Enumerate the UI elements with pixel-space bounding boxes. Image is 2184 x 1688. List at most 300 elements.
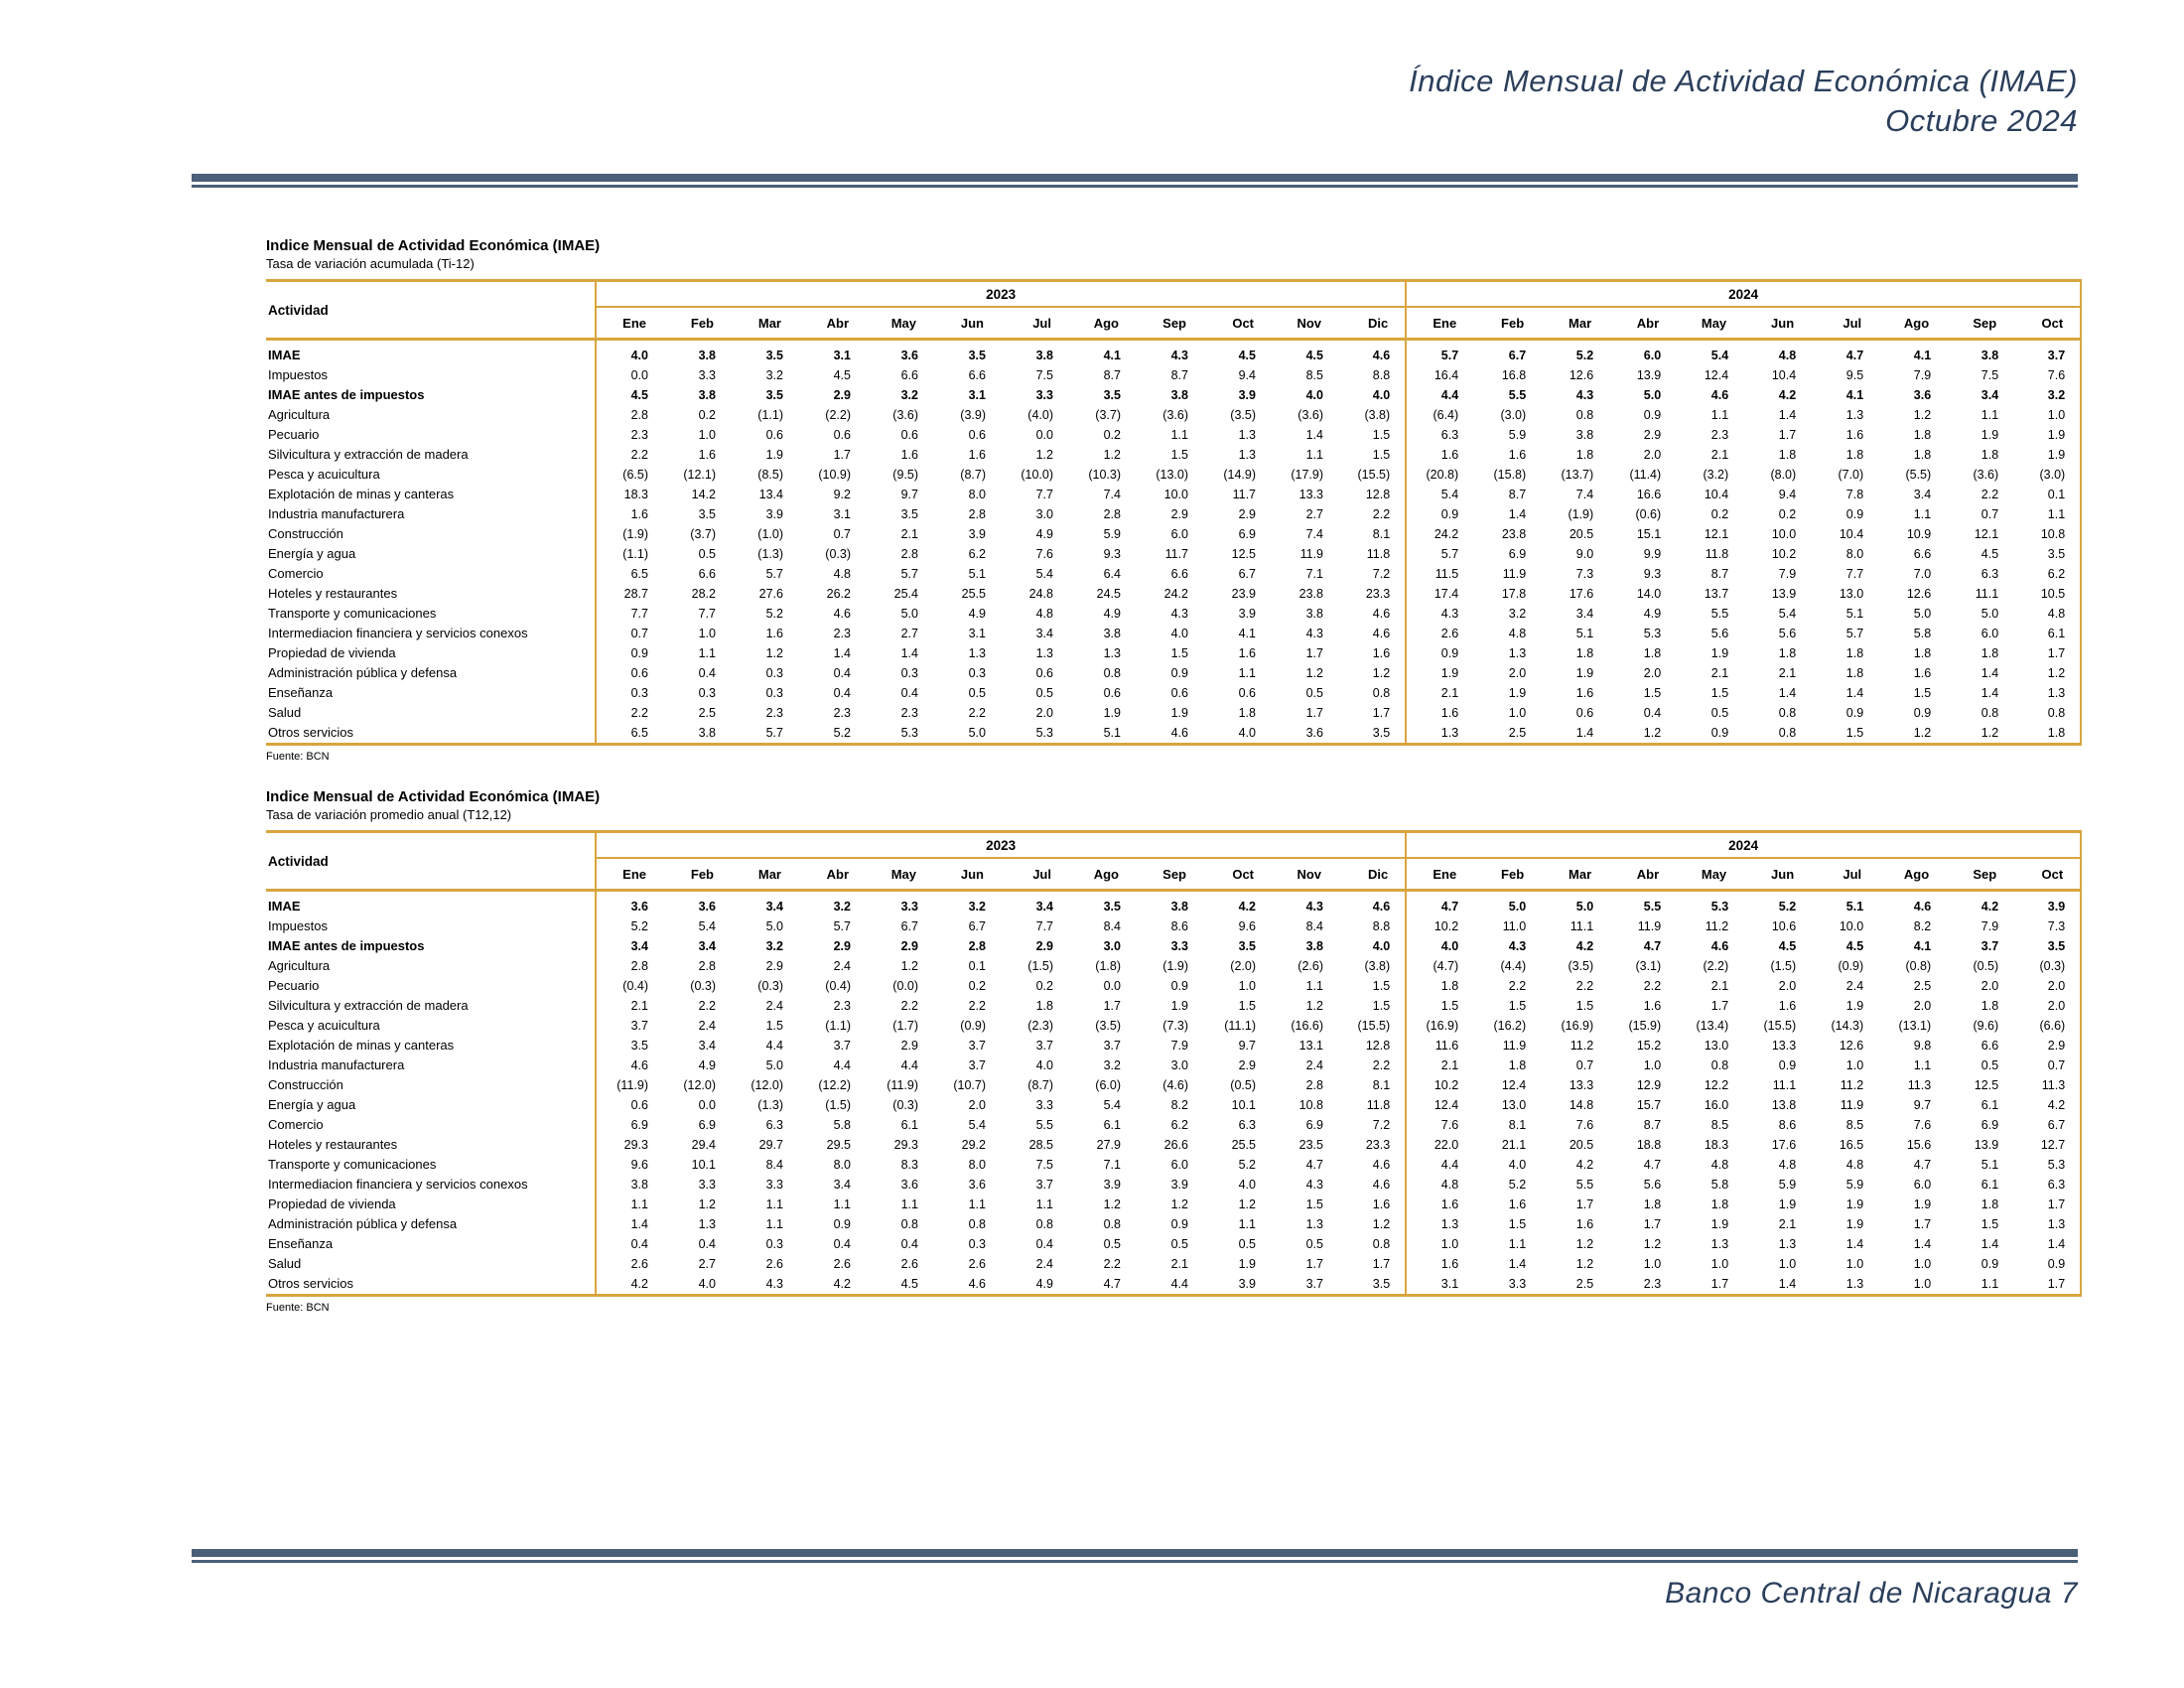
value-cell: 13.8: [1771, 1098, 1797, 1112]
value-cell: 8.7: [1103, 368, 1121, 382]
value-cell: 26.6: [1163, 1138, 1188, 1152]
month-header: Oct: [2013, 307, 2081, 340]
value-cell: (3.5): [1568, 959, 1594, 973]
value-cell: (7.3): [1162, 1019, 1188, 1033]
value-cell: 0.9: [1170, 666, 1188, 680]
activity-label: Otros servicios: [266, 723, 596, 745]
value-cell: 3.7: [1035, 1178, 1053, 1192]
value-cell: 2.2: [1980, 488, 1999, 501]
value-cell: 10.6: [1771, 919, 1797, 933]
value-cell: 5.6: [1778, 627, 1797, 640]
value-cell: 3.5: [1238, 939, 1256, 953]
value-cell: 0.9: [1980, 1257, 1999, 1271]
value-cell: 1.8: [1035, 999, 1053, 1013]
value-cell: 11.9: [1637, 919, 1662, 933]
value-cell: 3.3: [900, 900, 918, 914]
value-cell: (12.2): [818, 1078, 851, 1092]
value-cell: 2.4: [1305, 1058, 1323, 1072]
value-cell: 1.7: [1913, 1217, 1932, 1231]
value-cell: 4.9: [1001, 1274, 1068, 1296]
value-cell: 7.3: [2013, 916, 2081, 936]
month-header: Mar: [731, 307, 798, 340]
value-cell: 13.9: [1771, 587, 1797, 601]
table-row: [266, 624, 2081, 643]
table-row: [266, 1274, 2081, 1296]
value-cell: 1.3: [1710, 1237, 1729, 1251]
value-cell: 1.4: [1541, 723, 1608, 745]
value-cell: 2.7: [900, 627, 918, 640]
value-cell: 1.2: [1305, 666, 1323, 680]
activity-label: Enseñanza: [268, 685, 334, 700]
value-cell: 4.2: [2013, 1095, 2081, 1115]
value-cell: (8.7): [1027, 1078, 1053, 1092]
table-row: [266, 405, 2081, 425]
value-cell: (6.6): [2013, 1016, 2081, 1036]
value-cell: 2.9: [900, 939, 918, 953]
value-cell: 2.3: [833, 999, 851, 1013]
value-cell: 9.7: [900, 488, 918, 501]
table-row: [266, 996, 2081, 1016]
table-row: [266, 703, 2081, 723]
value-cell: 4.2: [1778, 388, 1797, 402]
value-cell: 7.6: [2013, 365, 2081, 385]
value-cell: 16.4: [1406, 365, 1473, 385]
value-cell: 11.0: [1502, 919, 1527, 933]
value-cell: 2.2: [900, 999, 918, 1013]
value-cell: 3.7: [968, 1039, 986, 1053]
activity-label: Enseñanza: [268, 1236, 334, 1251]
value-cell: 11.9: [1502, 1039, 1527, 1053]
value-cell: (3.8): [1364, 408, 1391, 422]
value-cell: 0.0: [1103, 979, 1121, 993]
value-cell: 4.0: [1170, 627, 1188, 640]
value-cell: 3.7: [1103, 1039, 1121, 1053]
value-cell: 3.6: [1913, 388, 1932, 402]
value-cell: 1.8: [1845, 448, 1864, 462]
value-cell: 4.8: [1710, 1158, 1729, 1172]
value-cell: 3.2: [1103, 1058, 1121, 1072]
month-header: Abr: [1608, 858, 1676, 891]
value-cell: 7.9: [1980, 919, 1999, 933]
value-cell: 1.1: [765, 1197, 783, 1211]
month-header: Abr: [798, 858, 866, 891]
value-cell: 1.5: [1575, 999, 1594, 1013]
value-cell: 7.1: [1305, 567, 1323, 581]
value-cell: 12.9: [1636, 1078, 1662, 1092]
value-cell: (1.8): [1095, 959, 1121, 973]
value-cell: 3.3: [698, 1178, 716, 1192]
value-cell: 4.3: [1406, 604, 1473, 624]
value-cell: (6.5): [596, 465, 663, 485]
value-cell: 1.3: [1035, 646, 1053, 660]
value-cell: 6.1: [1980, 1098, 1999, 1112]
value-cell: 5.8: [833, 1118, 851, 1132]
activity-label: Agricultura: [268, 407, 331, 422]
activity-label: Hoteles y restaurantes: [268, 586, 398, 601]
activity-label: Pecuario: [268, 427, 320, 442]
value-cell: 0.5: [1238, 1237, 1256, 1251]
activity-label: Silvicultura y extracción de madera: [268, 447, 469, 462]
value-cell: (2.2): [1703, 959, 1729, 973]
value-cell: 4.2: [1980, 900, 1999, 914]
value-cell: 7.7: [698, 607, 716, 621]
table-row: [266, 465, 2081, 485]
value-cell: (1.5): [1027, 959, 1053, 973]
value-cell: 2.3: [1710, 428, 1729, 442]
value-cell: (0.8): [1905, 959, 1932, 973]
month-header: Jun: [933, 858, 1001, 891]
value-cell: 1.0: [1238, 979, 1256, 993]
value-cell: 6.6: [1913, 547, 1932, 561]
value-cell: 1.2: [900, 959, 918, 973]
table-row: [266, 564, 2081, 584]
value-cell: 1.9: [1103, 706, 1121, 720]
value-cell: 2.9: [1035, 939, 1053, 953]
value-cell: 2.4: [765, 999, 783, 1013]
value-cell: 0.9: [1676, 723, 1743, 745]
value-cell: 0.8: [1103, 1217, 1121, 1231]
value-cell: 1.8: [2013, 723, 2081, 745]
table-source: Fuente: BCN: [266, 1302, 330, 1314]
value-cell: 14.0: [1636, 587, 1662, 601]
value-cell: 5.1: [1845, 900, 1864, 914]
value-cell: 10.1: [1231, 1098, 1256, 1112]
value-cell: 3.2: [765, 939, 783, 953]
value-cell: 1.7: [1305, 646, 1323, 660]
value-cell: 1.5: [1305, 1197, 1323, 1211]
value-cell: 1.2: [1372, 1217, 1391, 1231]
value-cell: 2.2: [1643, 979, 1662, 993]
value-cell: 29.5: [826, 1138, 851, 1152]
value-cell: 1.7: [1372, 706, 1391, 720]
table-row: [266, 1036, 2081, 1055]
table-title: Indice Mensual de Actividad Económica (IMAE): [266, 237, 601, 254]
value-cell: 3.3: [1170, 939, 1188, 953]
activity-label: Impuestos: [268, 918, 328, 933]
value-cell: 8.1: [1508, 1118, 1527, 1132]
value-cell: 4.7: [1406, 891, 1473, 917]
value-cell: 2.3: [765, 706, 783, 720]
value-cell: 0.7: [2013, 1055, 2081, 1075]
value-cell: 2.2: [1508, 979, 1527, 993]
value-cell: 5.0: [1980, 607, 1999, 621]
value-cell: 1.4: [1980, 1237, 1999, 1251]
value-cell: 1.1: [1913, 507, 1932, 521]
value-cell: 4.1: [1913, 939, 1932, 953]
value-cell: (1.5): [825, 1098, 851, 1112]
month-header: Dic: [1338, 307, 1406, 340]
value-cell: 17.6: [1771, 1138, 1797, 1152]
value-cell: 2.8: [968, 939, 986, 953]
value-cell: 1.5: [1643, 686, 1662, 700]
activity-label: Construcción: [268, 526, 343, 541]
value-cell: 5.9: [1778, 1178, 1797, 1192]
value-cell: 5.3: [2013, 1155, 2081, 1175]
value-cell: 9.8: [1913, 1039, 1932, 1053]
value-cell: 7.2: [1372, 1118, 1391, 1132]
value-cell: 1.3: [1845, 408, 1864, 422]
value-cell: 0.4: [900, 1237, 918, 1251]
value-cell: 0.8: [1980, 706, 1999, 720]
value-cell: 2.2: [596, 445, 663, 465]
value-cell: 1.9: [765, 448, 783, 462]
value-cell: 12.6: [1569, 368, 1594, 382]
value-cell: 4.6: [1372, 1178, 1391, 1192]
value-cell: 1.4: [1980, 686, 1999, 700]
value-cell: (0.4): [596, 976, 663, 996]
value-cell: 4.4: [833, 1058, 851, 1072]
value-cell: 4.4: [1406, 385, 1473, 405]
value-cell: 0.4: [1643, 706, 1662, 720]
activity-label: Explotación de minas y canteras: [268, 1038, 455, 1053]
value-cell: (10.3): [1088, 468, 1121, 482]
value-cell: 6.9: [1238, 527, 1256, 541]
value-cell: 4.3: [1170, 607, 1188, 621]
value-cell: 0.9: [596, 643, 663, 663]
value-cell: 1.9: [1170, 999, 1188, 1013]
value-cell: 1.6: [698, 448, 716, 462]
value-cell: 6.9: [596, 1115, 663, 1135]
header-rule: [192, 174, 2078, 188]
value-cell: 2.6: [1406, 624, 1473, 643]
value-cell: 0.5: [698, 547, 716, 561]
month-header: Ago: [1878, 307, 1946, 340]
value-cell: 9.6: [1238, 919, 1256, 933]
value-cell: 28.7: [596, 584, 663, 604]
table-row: [266, 445, 2081, 465]
value-cell: 28.2: [691, 587, 716, 601]
value-cell: 3.8: [596, 1175, 663, 1195]
value-cell: 15.6: [1906, 1138, 1932, 1152]
value-cell: 6.0: [1913, 1178, 1932, 1192]
value-cell: 1.3: [1103, 646, 1121, 660]
value-cell: 1.1: [1946, 1274, 2013, 1296]
value-cell: 5.3: [1001, 723, 1068, 745]
value-cell: 2.0: [2013, 996, 2081, 1016]
value-cell: 1.3: [698, 1217, 716, 1231]
month-header: Ene: [1406, 858, 1473, 891]
value-cell: 6.9: [698, 1118, 716, 1132]
activity-label: IMAE: [268, 899, 301, 914]
value-cell: 4.0: [1372, 388, 1391, 402]
value-cell: 4.4: [1406, 1155, 1473, 1175]
value-cell: 4.3: [1170, 349, 1188, 362]
value-cell: 1.9: [1710, 1217, 1729, 1231]
value-cell: 5.1: [968, 567, 986, 581]
value-cell: 3.9: [1203, 1274, 1271, 1296]
value-cell: 6.4: [1103, 567, 1121, 581]
value-cell: 16.8: [1501, 368, 1527, 382]
value-cell: 7.6: [1575, 1118, 1594, 1132]
value-cell: 0.2: [1035, 979, 1053, 993]
value-cell: 5.6: [1710, 627, 1729, 640]
activity-label: IMAE: [268, 348, 301, 362]
value-cell: 11.5: [1406, 564, 1473, 584]
value-cell: 29.3: [893, 1138, 918, 1152]
value-cell: 3.8: [1980, 349, 1999, 362]
value-cell: 1.8: [1980, 646, 1999, 660]
value-cell: 4.8: [1845, 1158, 1864, 1172]
value-cell: 3.5: [968, 349, 986, 362]
activity-label: Industria manufacturera: [268, 1057, 405, 1072]
value-cell: 3.0: [1103, 939, 1121, 953]
value-cell: 0.4: [833, 1237, 851, 1251]
value-cell: 11.9: [1299, 547, 1323, 561]
value-cell: 0.0: [698, 1098, 716, 1112]
value-cell: 6.9: [1508, 547, 1527, 561]
value-cell: (0.9): [960, 1019, 986, 1033]
value-cell: 1.5: [1406, 996, 1473, 1016]
value-cell: 3.6: [900, 349, 918, 362]
value-cell: 0.4: [698, 666, 716, 680]
value-cell: 1.5: [1508, 999, 1527, 1013]
value-cell: 6.5: [596, 723, 663, 745]
table-section-acumulada: [266, 236, 2083, 764]
value-cell: 4.9: [698, 1058, 716, 1072]
value-cell: 2.6: [765, 1257, 783, 1271]
value-cell: 1.4: [1913, 1237, 1932, 1251]
table-row: [266, 1075, 2081, 1095]
month-header: Mar: [1541, 307, 1608, 340]
value-cell: 3.8: [1170, 900, 1188, 914]
value-cell: 8.4: [765, 1158, 783, 1172]
value-cell: 0.9: [1845, 706, 1864, 720]
value-cell: (1.3): [757, 547, 783, 561]
value-cell: 1.9: [2013, 425, 2081, 445]
value-cell: 1.6: [1508, 1197, 1527, 1211]
value-cell: 0.6: [833, 428, 851, 442]
value-cell: 3.4: [698, 1039, 716, 1053]
table-row: [266, 1155, 2081, 1175]
value-cell: 1.1: [968, 1197, 986, 1211]
value-cell: 1.3: [1406, 1214, 1473, 1234]
value-cell: 0.3: [698, 686, 716, 700]
value-cell: 17.4: [1406, 584, 1473, 604]
value-cell: 1.1: [1035, 1197, 1053, 1211]
value-cell: 2.2: [1575, 979, 1594, 993]
activity-label: Administración pública y defensa: [268, 1216, 458, 1231]
activity-label: Intermediacion financiera y servicios conexos: [268, 626, 528, 640]
value-cell: 2.0: [1913, 999, 1932, 1013]
value-cell: 11.1: [1975, 587, 1999, 601]
value-cell: 1.7: [1778, 428, 1797, 442]
value-cell: 7.6: [1913, 1118, 1932, 1132]
value-cell: 3.8: [698, 388, 716, 402]
value-cell: (0.9): [1838, 959, 1864, 973]
value-cell: 16.5: [1839, 1138, 1864, 1152]
value-cell: 4.3: [1305, 1178, 1323, 1192]
table-row: [266, 1016, 2081, 1036]
value-cell: 7.0: [1913, 567, 1932, 581]
value-cell: 3.2: [968, 900, 986, 914]
value-cell: 8.8: [1372, 368, 1391, 382]
value-cell: 2.4: [833, 959, 851, 973]
value-cell: 1.7: [833, 448, 851, 462]
value-cell: 8.1: [1372, 1078, 1391, 1092]
value-cell: (1.0): [757, 527, 783, 541]
value-cell: 4.8: [1406, 1175, 1473, 1195]
value-cell: 5.0: [1643, 388, 1662, 402]
value-cell: 13.4: [758, 488, 783, 501]
value-cell: 3.8: [1103, 627, 1121, 640]
value-cell: 3.1: [833, 507, 851, 521]
value-cell: 1.2: [1608, 723, 1676, 745]
value-cell: 29.3: [596, 1135, 663, 1155]
value-cell: 1.2: [1575, 1237, 1594, 1251]
value-cell: 2.3: [900, 706, 918, 720]
value-cell: (0.3): [690, 979, 716, 993]
value-cell: 17.8: [1501, 587, 1527, 601]
value-cell: (11.1): [1224, 1019, 1256, 1033]
value-cell: 4.1: [1103, 349, 1121, 362]
value-cell: 4.9: [1643, 607, 1662, 621]
table-row: [266, 1214, 2081, 1234]
value-cell: 2.9: [765, 959, 783, 973]
value-cell: (1.5): [1770, 959, 1797, 973]
value-cell: 1.8: [1238, 706, 1256, 720]
value-cell: 6.1: [2013, 624, 2081, 643]
value-cell: 1.7: [1710, 999, 1729, 1013]
value-cell: 0.0: [1035, 428, 1053, 442]
value-cell: 2.8: [968, 507, 986, 521]
value-cell: 6.9: [1980, 1118, 1999, 1132]
month-header: Ene: [596, 307, 663, 340]
value-cell: 3.5: [765, 388, 783, 402]
value-cell: 1.1: [765, 1217, 783, 1231]
value-cell: 1.1: [2013, 504, 2081, 524]
value-cell: 3.4: [596, 936, 663, 956]
value-cell: 6.3: [2013, 1175, 2081, 1195]
activity-label: Propiedad de vivienda: [268, 1196, 396, 1211]
value-cell: 2.1: [1778, 1217, 1797, 1231]
table-row: [266, 1234, 2081, 1254]
activity-label: Explotación de minas y canteras: [268, 487, 455, 501]
value-cell: 4.6: [596, 1055, 663, 1075]
value-cell: (11.4): [1629, 468, 1662, 482]
value-cell: 11.8: [1366, 547, 1391, 561]
value-cell: 5.8: [1913, 627, 1932, 640]
value-cell: 7.9: [1170, 1039, 1188, 1053]
value-cell: 1.1: [698, 646, 716, 660]
value-cell: (3.6): [892, 408, 918, 422]
month-header: Ago: [1068, 307, 1136, 340]
value-cell: (3.2): [1703, 468, 1729, 482]
value-cell: 3.8: [1170, 388, 1188, 402]
value-cell: (3.8): [1364, 959, 1391, 973]
value-cell: 1.1: [1305, 448, 1323, 462]
value-cell: (0.3): [825, 547, 851, 561]
value-cell: 5.4: [1035, 567, 1053, 581]
value-cell: 12.8: [1365, 488, 1391, 501]
activity-label: IMAE antes de impuestos: [268, 938, 425, 953]
value-cell: 2.0: [1643, 666, 1662, 680]
value-cell: 8.4: [1103, 919, 1121, 933]
value-cell: 8.7: [1710, 567, 1729, 581]
value-cell: 2.9: [1643, 428, 1662, 442]
value-cell: 6.7: [1238, 567, 1256, 581]
value-cell: 0.8: [1710, 1058, 1729, 1072]
value-cell: 1.6: [1406, 1195, 1473, 1214]
value-cell: 6.5: [596, 564, 663, 584]
value-cell: 0.9: [1913, 706, 1932, 720]
value-cell: 0.6: [1170, 686, 1188, 700]
value-cell: 1.1: [833, 1197, 851, 1211]
value-cell: 4.6: [1372, 900, 1391, 914]
value-cell: 16.0: [1704, 1098, 1729, 1112]
value-cell: 1.4: [1305, 428, 1323, 442]
value-cell: 3.7: [2013, 340, 2081, 366]
value-cell: 4.5: [1305, 349, 1323, 362]
